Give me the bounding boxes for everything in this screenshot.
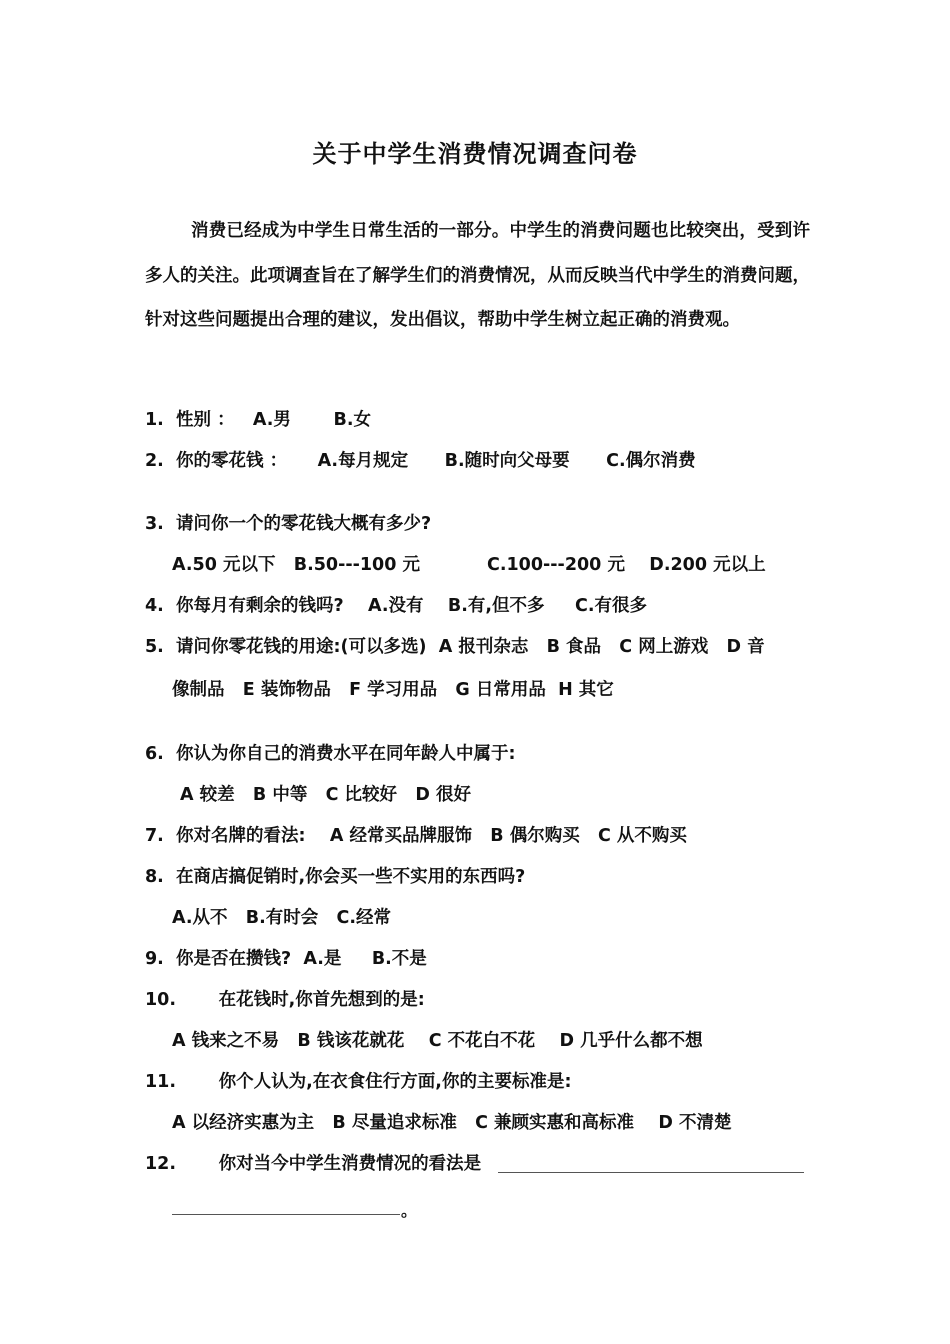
question-3-options: A.50 元以下 B.50---100 元 C.100---200 元 D.200 元以上 bbox=[172, 555, 766, 575]
answer-blank-line-1[interactable] bbox=[498, 1172, 804, 1173]
question-8: 8. 在商店搞促销时,你会买一些不实用的东西吗? bbox=[145, 867, 526, 887]
question-11-options: A 以经济实惠为主 B 尽量追求标准 C 兼顾实惠和高标准 D 不清楚 bbox=[172, 1113, 732, 1133]
end-period: 。 bbox=[401, 1201, 418, 1220]
page-title: 关于中学生消费情况调查问卷 bbox=[312, 140, 638, 168]
question-9: 9. 你是否在攒钱? A.是 B.不是 bbox=[145, 949, 427, 969]
question-1: 1. 性别 ： A.男 B.女 bbox=[145, 410, 372, 430]
question-12: 12. 你对当今中学生消费情况的看法是 bbox=[145, 1154, 482, 1174]
question-6-options: A 较差 B 中等 C 比较好 D 很好 bbox=[180, 785, 471, 805]
question-4: 4. 你每月有剩余的钱吗? A.没有 B.有,但不多 C.有很多 bbox=[145, 596, 648, 616]
question-2: 2. 你的零花钱 ： A.每月规定 B.随时向父母要 C.偶尔消费 bbox=[145, 451, 696, 471]
question-10-options: A 钱来之不易 B 钱该花就花 C 不花白不花 D 几乎什么都不想 bbox=[172, 1031, 703, 1051]
question-5: 5. 请问你零花钱的用途:(可以多选) A 报刊杂志 B 食品 C 网上游戏 D 音 bbox=[145, 637, 765, 657]
question-5-options: 像制品 E 装饰物品 F 学习用品 G 日常用品 H 其它 bbox=[172, 680, 614, 700]
intro-paragraph: 消费已经成为中学生日常生活的一部分。中学生的消费问题也比较突出，受到许多人的关注。此项调查旨在了解学生们的消费情况，从而反映当代中学生的消费问题，针对这些问题提出合理的建议，发出倡议，帮助中学生树立起正确的消费观。 bbox=[145, 221, 810, 330]
question-6: 6. 你认为你自己的消费水平在同年龄人中属于: bbox=[145, 744, 516, 764]
question-7: 7. 你对名牌的看法: A 经常买品牌服饰 B 偶尔购买 C 从不购买 bbox=[145, 826, 687, 846]
answer-blank-line-2[interactable] bbox=[172, 1214, 400, 1215]
question-10: 10. 在花钱时,你首先想到的是: bbox=[145, 990, 425, 1010]
question-3: 3. 请问你一个的零花钱大概有多少? bbox=[145, 514, 432, 534]
question-11: 11. 你个人认为,在衣食住行方面,你的主要标准是: bbox=[145, 1072, 572, 1092]
question-8-options: A.从不 B.有时会 C.经常 bbox=[172, 908, 392, 928]
